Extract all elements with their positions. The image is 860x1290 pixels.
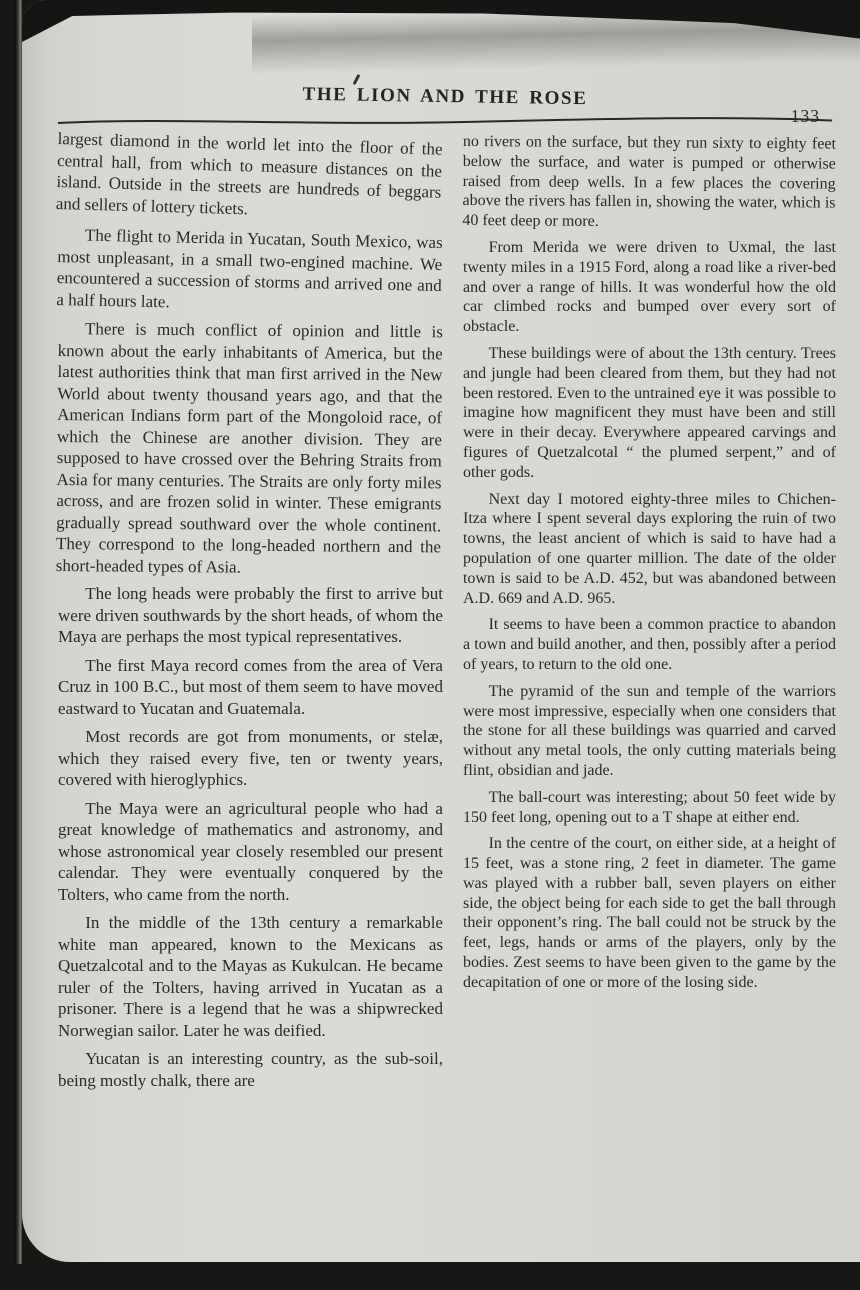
page-curl-shadow (252, 4, 860, 75)
paragraph: Yucatan is an interesting country, as the sub-soil, being mostly chalk, there are (58, 1049, 443, 1090)
running-head-title: THE LION AND THE ROSE (302, 83, 588, 110)
paragraph: The pyramid of the sun and temple of the warriors were most impressive, especially when one considers that the stone for all these buildings was quarried and carved without any metal tools, the only cutting materials being flint, obsidian and jade. (462, 682, 836, 779)
paragraph: Next day I motored eighty-three miles to Chichen-Itza where I spent several days exploring the ruin of two towns, the least ancient of which is said to have had a population of one quarter million. The date of the older town is said to be A.D. 452, but was abandoned between A.D. 669 and A.D. 965. (462, 490, 836, 607)
paragraph: From Merida we were driven to Uxmal, the last twenty miles in a 1915 Ford, along a road like a river-bed and over a range of hills. It was wonderful how the old car climbed rocks and bumped over every sort of obstacle. (462, 238, 836, 336)
paragraph: The flight to Merida in Yucatan, South Mexico, was most unpleasant, in a small two-engined machine. We encountered a succession of storms and arrived one and a half hours late. (56, 225, 443, 311)
paragraph: Most records are got from monuments, or stelæ, which they raised every five, ten or twenty years, covered with hieroglyphics. (58, 727, 443, 789)
left-column (55, 128, 443, 1262)
text-body (55, 128, 836, 1262)
scan-speck (353, 74, 361, 85)
paragraph: largest diamond in the world let into the floor of the central hall, from which to measure distances on the island. Outside in the streets are hundreds of beggars and sellers of lottery tickets. (55, 128, 443, 218)
header-rule (56, 114, 834, 128)
paragraph: In the centre of the court, on either side, at a height of 15 feet, was a stone ring, 2 feet in diameter. The game was played with a rubber ball, seven players on either side, the object being for each side to get the ball through their opponent’s ring. The ball could not be struck by the feet, legs, hands or arms of the players, only by the bodies. Zest seems to have been given to the game by the decapitation of one or more of the losing side. (462, 835, 836, 991)
paragraph: The ball-court was interesting; about 50 feet wide by 150 feet long, opening out to a T shape at either end. (462, 788, 836, 826)
paragraph: These buildings were of about the 13th century. Trees and jungle had been cleared from them, but they had not been restored. Even to the untrained eye it was possible to imagine how magnificent they must have been and still were in their decay. Everywhere appeared carvings and figures of Quetzalcotal “ the plumed serpent,” and of other gods. (462, 344, 836, 481)
paragraph: It seems to have been a common practice to abandon a town and build another, and then, possibly after a period of years, to return to the old one. (462, 616, 836, 673)
right-column (463, 128, 836, 1262)
book-page (22, 0, 860, 1262)
page-number: 133 (790, 106, 820, 126)
paragraph: There is much conflict of opinion and little is known about the early inhabitants of America, but the latest authorities think that man first arrived in the New World about twenty thousand years ago, and that the American Indians form part of the Mongoloid race, of which the Chinese are another division. They are supposed to have crossed over the Behring Straits from Asia for many centuries. The Straits are only forty miles across, and are frozen solid in winter. These emigrants gradually spread southward over the whole continent. They correspond to the long-headed northern and the short-headed types of Asia. (55, 319, 443, 577)
book-binding-edge (15, 0, 22, 1264)
paragraph: The first Maya record comes from the area of Vera Cruz in 100 B.C., but most of them seem to have moved eastward to Yucatan and Guatemala. (58, 655, 443, 718)
paragraph: no rivers on the surface, but they run sixty to eighty feet below the surface, and water is pumped or otherwise raised from deep wells. In a few places the covering above the rivers has fallen in, showing the water, which is 40 feet deep or more. (462, 132, 836, 231)
paragraph: The long heads were probably the first to arrive but were driven southwards by the short heads, of whom the Maya are perhaps the most typical representatives. (58, 584, 443, 646)
page-header (56, 83, 834, 134)
paragraph: The Maya were an agricultural people who had a great knowledge of mathematics and astronomy, and whose astronomical year closely resembled our present calendar. They were eventually conquered by the Tolters, who came from the north. (58, 798, 443, 904)
paragraph: In the middle of the 13th century a remarkable white man appeared, known to the Mexicans as Quetzalcotal and to the Mayas as Kukulcan. He became ruler of the Tolters, having arrived in Yucatan as a prisoner. There is a legend that he was a shipwrecked Norwegian sailor. Later he was deified. (58, 913, 443, 1040)
